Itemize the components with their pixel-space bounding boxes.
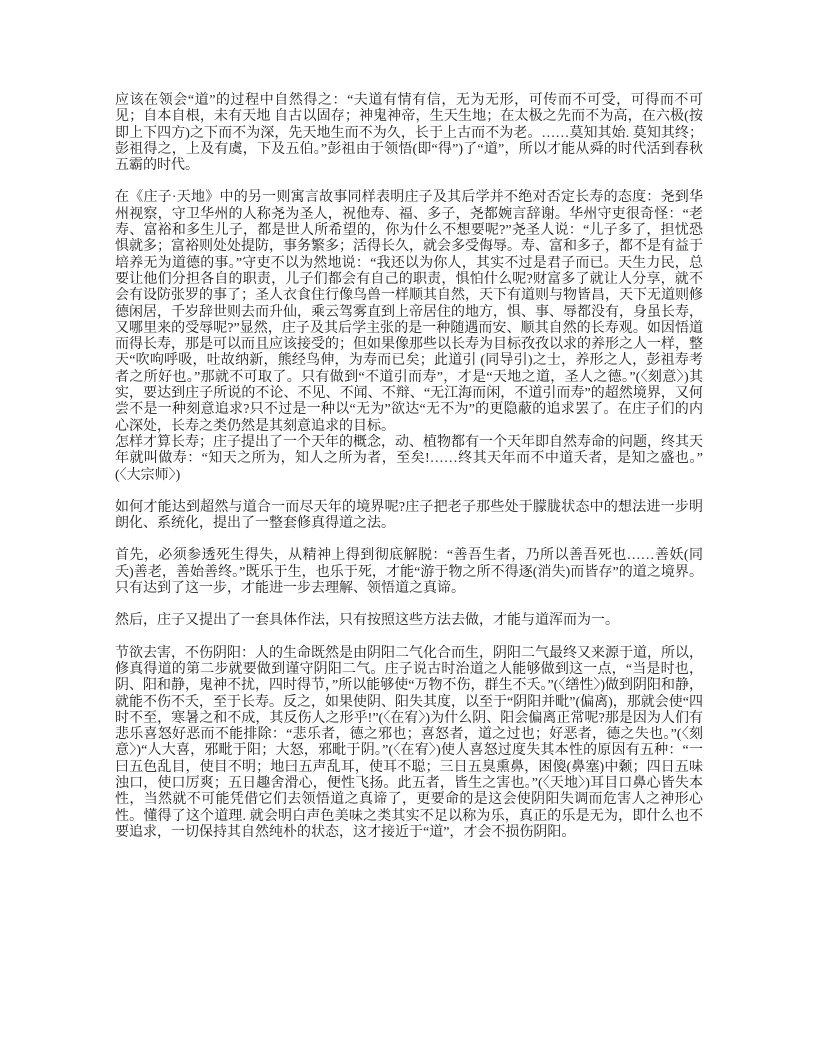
paragraph-block-2 (115, 190, 703, 483)
paragraph-block-1 (115, 93, 703, 174)
paragraph-block-6 (115, 646, 703, 842)
paragraph-restrain-desire-yin-yang: 节欲去害，不伤阴阳：人的生命既然是由阴阳二气化合而生，阴阳二气最终又来源于道，所以，修真得道的第二步就要做到谨守阴阳二气。庄子说古时治道之人能够做到这一点，“当是时也，阴、阳和静，鬼神不扰，四时得节，”所以能够使“万物不伤，群生不夭。”(〈缮性〉)做到阴阳和静，就能不伤不夭，至于长寿。反之，如果使阴、阳失其度，以至于“阴阳并毗”(偏离)，那就会使“四时不至，寒暑之和不成，其反伤人之形乎!”(〈在宥〉)为什么阴、阳会偏离正常呢?那是因为人们有悲乐喜怒好恶而不能排除：“悲乐者，德之邪也；喜怒者，道之过也；好恶者，德之失也。”(〈刻意〉)“人大喜，邪毗于阳；大怒，邪毗于阴。”(〈在宥〉)使人喜怒过度失其本性的原因有五种：“一曰五色乱目，使目不明；地曰五声乱耳，使耳不聪；三日五臭熏鼻，困傻(鼻塞)中颡；四日五味浊口，使口厉爽；五日趣舍滑心，便性飞扬。此五者，皆生之害也。”(〈天地〉)耳目口鼻心皆失本性，当然就不可能凭借它们去领悟道之真谛了，更要命的是这会使阴阳失调而危害人之神形心性。懂得了这个道理. 就会明白声色美味之类其实不足以称为乐，真正的乐是无为，即什么也不要追求，一切保持其自然纯朴的状态，这才接近于“道”，才会不损伤阴阳。 (115, 645, 703, 840)
paragraph-block-3 (115, 500, 703, 533)
paragraph-then-concrete-methods: 然后，庄子又提出了一套具体作法，只有按照这些方法去做，才能与道浑而为一。 (115, 613, 619, 629)
paragraph-dao-attainment: 应该在领会“道”的过程中自然得之：“夫道有情有信，无为无形，可传而不可受，可得而不可见；自本自根，未有天地 自古以固存；神鬼神帝，生天生地；在太极之先而不为高，在六极(按即上下四方)之下而不为深，先天地生而不为久，长于上古而不为老。……莫知其始. 莫知其终；彭祖得之，上及有虞，下及五伯。”彭祖由于领悟(即“得”)了“道”，所以才能从舜的时代活到春秋五霸的时代。 (115, 93, 703, 174)
text-content (115, 93, 703, 857)
paragraph-first-step-life-death: 首先，必须参透死生得失，从精神上得到彻底解脱：“善吾生者，乃所以善吾死也……善妖(同夭)善老，善始善终。”既乐于生，也乐于死，才能“游于物之所不得逐(消失)而皆存”的道之境界。只有达到了这一步，才能进一步去理解、领悟道之真谛。 (115, 548, 703, 597)
paragraph-yao-huazhou-fable: 在《庄子·天地》中的另一则寓言故事同样表明庄子及其后学并不绝对否定长寿的态度：尧到华州视察，守卫华州的人称尧为圣人，祝他寿、福、多子，尧都婉言辞谢。华州守吏很奇怪：“老寿、富裕和多生儿子，都是世人所希望的，你为什么不想要呢?”尧圣人说：“儿子多了，担忧恐惧就多；富裕则处处提防，事务繁多；活得长久，就会多受侮辱。寿、富和多子，都不是有益于培养无为道德的事。”守吏不以为然地说：“我还以为你人，其实不过是君子而已。天生力民，总要让他们分担各自的职责，儿子们都会有自己的职责，惧怕什么呢?财富多了就让人分享，就不会有设防张罗的事了；圣人衣食住行像鸟兽一样顺其自然，天下有道则与物皆昌，天下无道则修德闲居，千岁辞世则去而升仙，乘云驾雾直到上帝居住的地方，惧、事、辱都没有，身虽长寿，又哪里来的受辱呢?”显然，庄子及其后学主张的是一种随遇而安、顺其自然的长寿观。如因悟道而得长寿，那是可以而且应该接受的；但如果像那些以长寿为目标孜孜以求的养形之人一样，整天“吹呴呼吸，吐故纳新，熊经鸟伸，为寿而已矣；此道引 (同导引)之士，养形之人，彭祖寿考者之所好也。”那就不可取了。只有做到“不道引而寿”，才是“天地之道，圣人之德。”(〈刻意〉)其实，要达到庄子所说的不论、不见、不闻、不辩、“无江海而闲，不道引而寿”的超然境界，又何尝不是一种刻意追求?只不过是一种以“无为”欲达“无不为”的更隐蔽的追求罢了。在庄子们的内心深处，长寿之类仍然是其刻意追求的目标。 (115, 190, 703, 434)
paragraph-how-to-reach-union-with-dao: 如何才能达到超然与道合一而尽天年的境界呢?庄子把老子那些处于朦胧状态中的想法进一步明朗化、系统化，提出了一整套修真得道之法。 (115, 499, 703, 532)
paragraph-block-4 (115, 548, 703, 597)
paragraph-block-5 (115, 613, 703, 629)
paragraph-what-counts-as-longevity: 怎样才算长寿；庄子提出了一个天年的概念，动、植物都有一个天年即自然寿命的问题，终其天年就叫做寿：“知天之所为，知人之所为者，至矣!……终其天年而不中道夭者，是知之盛也。”(〈大宗师〉) (115, 434, 703, 483)
